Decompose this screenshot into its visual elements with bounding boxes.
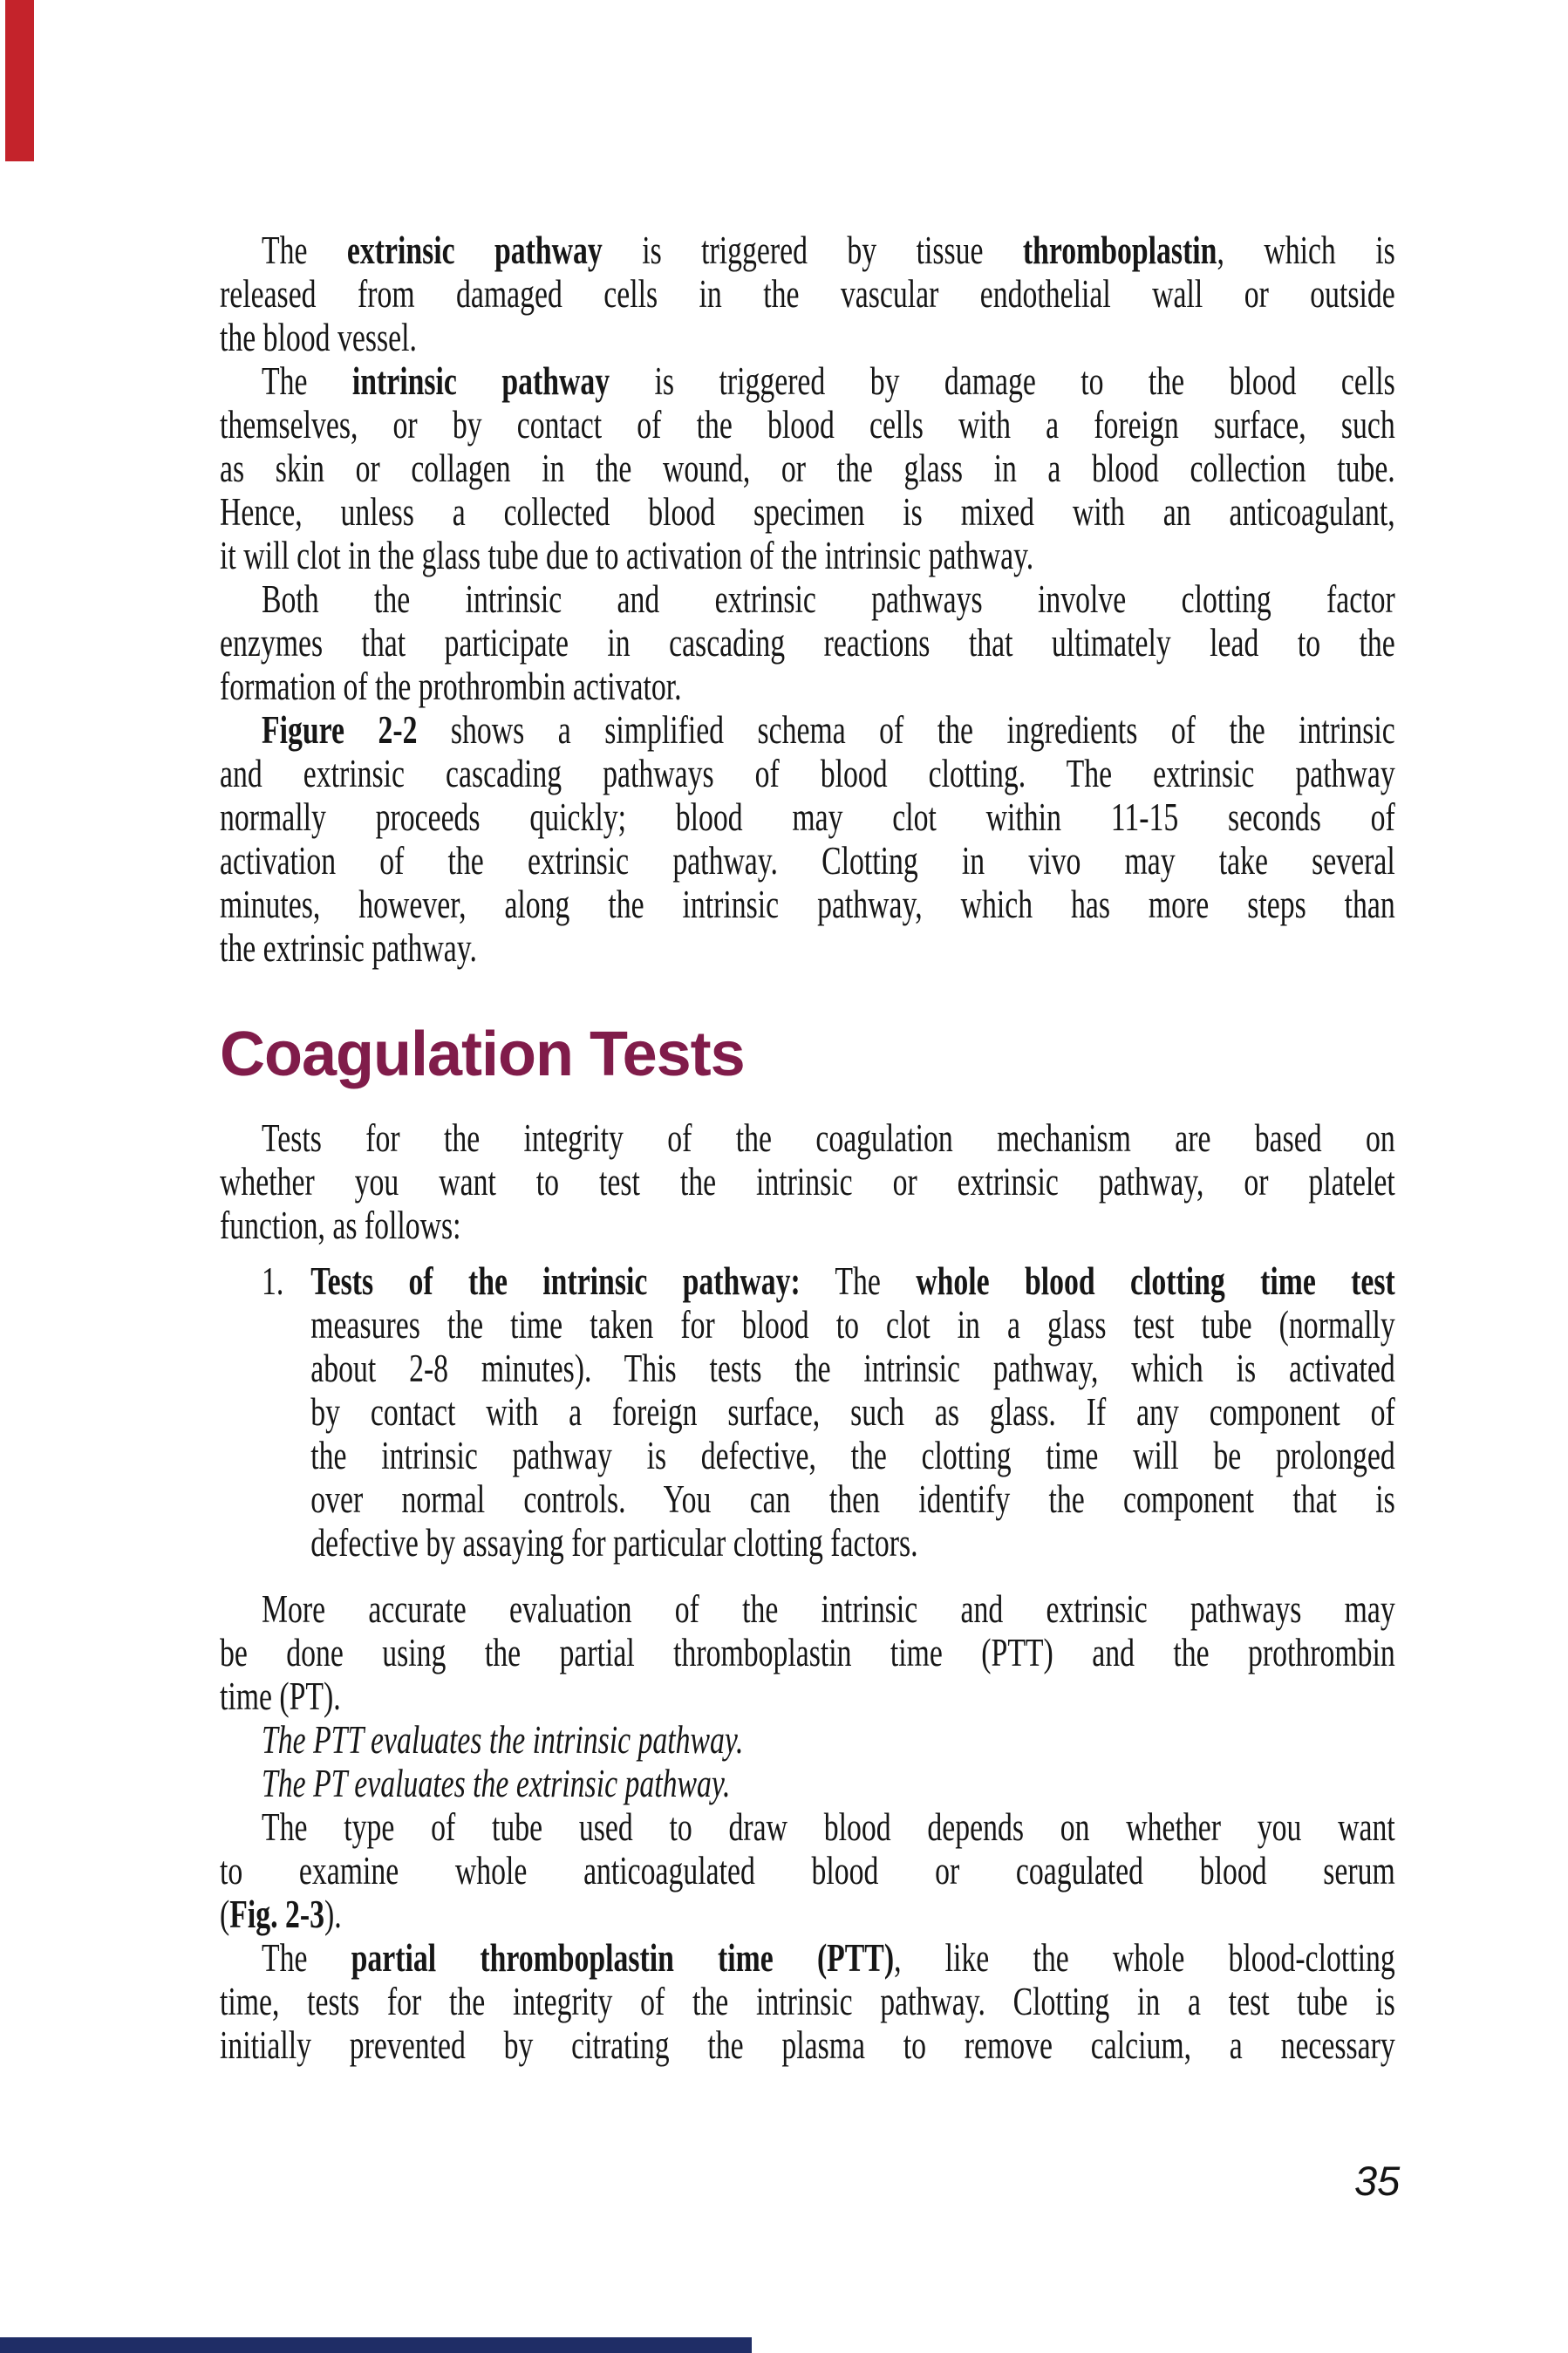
text-segment: initially prevented by citrating the plasma to remove calcium, a necessary — [220, 2023, 1395, 2067]
text-segment: function, as follows: — [220, 1204, 461, 1247]
text-line — [220, 1849, 1395, 1893]
text-segment: intrinsic pathway — [351, 359, 610, 403]
text-segment: The PT evaluates the extrinsic pathway. — [262, 1762, 731, 1805]
list-number: 1. — [262, 1259, 284, 1303]
text-segment: released from damaged cells in the vascular endothelial wall or outside — [220, 272, 1395, 316]
text-line — [220, 534, 1395, 577]
text-line — [220, 316, 1395, 359]
text-column — [220, 228, 1395, 2067]
text-line — [220, 228, 1395, 272]
text-segment: activation of the extrinsic pathway. Clotting in vivo may take several — [220, 839, 1395, 883]
text-line — [220, 1204, 1395, 1247]
text-segment: to examine whole anticoagulated blood or coagulated blood serum — [220, 1849, 1395, 1893]
text-segment: partial thromboplastin time (PTT) — [351, 1936, 895, 1980]
text-line — [310, 1347, 1395, 1390]
paragraph — [220, 1718, 1395, 1762]
text-segment: Hence, unless a collected blood specimen is mixed with an anticoagulant, — [220, 490, 1395, 534]
text-line — [310, 1477, 1395, 1521]
text-segment: The PTT evaluates the intrinsic pathway. — [262, 1718, 744, 1762]
text-line — [220, 1116, 1395, 1160]
text-segment: it will clot in the glass tube due to activation of the intrinsic pathway. — [220, 534, 1034, 577]
text-segment: minutes, however, along the intrinsic pathway, which has more steps than — [220, 883, 1395, 926]
text-segment: , like the whole blood-clotting — [894, 1936, 1395, 1980]
text-line — [310, 1390, 1395, 1434]
section-heading-text: Coagulation Tests — [220, 1020, 745, 1089]
text-line — [220, 708, 1395, 752]
text-segment: ( — [220, 1893, 230, 1936]
text-line — [220, 839, 1395, 883]
text-segment: The — [800, 1259, 917, 1303]
text-line — [220, 403, 1395, 447]
red-accent-bar — [5, 0, 34, 161]
text-line — [220, 1160, 1395, 1204]
paragraph — [220, 228, 1395, 359]
text-segment: the extrinsic pathway. — [220, 926, 477, 970]
text-segment: The type of tube used to draw blood depends on whether you want — [262, 1805, 1395, 1849]
paragraph — [220, 359, 1395, 577]
text-line — [220, 1631, 1395, 1674]
text-segment: the intrinsic pathway is defective, the clotting time will be prolonged — [310, 1434, 1395, 1477]
text-line — [220, 1805, 1395, 1849]
text-line — [220, 1674, 1395, 1718]
text-segment: is triggered by damage to the blood cells — [610, 359, 1395, 403]
paragraph — [220, 1762, 1395, 1805]
paragraph — [220, 1936, 1395, 2067]
text-line — [220, 1718, 1395, 1762]
text-segment: The — [262, 228, 347, 272]
text-segment: the blood vessel. — [220, 316, 417, 359]
text-segment: The — [262, 359, 352, 403]
text-segment: ). — [324, 1893, 342, 1936]
text-line — [220, 926, 1395, 970]
text-segment: shows a simplified schema of the ingredients of the intrinsic — [417, 708, 1395, 752]
text-segment: whole blood clotting time test — [916, 1259, 1395, 1303]
text-line — [220, 795, 1395, 839]
text-segment: is triggered by tissue — [602, 228, 1023, 272]
blue-accent-bar — [0, 2337, 752, 2353]
text-line — [220, 621, 1395, 665]
text-line — [220, 490, 1395, 534]
text-segment: The — [262, 1936, 351, 1980]
text-segment: Tests of the intrinsic pathway: — [310, 1259, 801, 1303]
section-heading — [220, 1020, 1395, 1088]
text-segment: over normal controls. You can then identify the component that is — [310, 1477, 1395, 1521]
text-line — [220, 883, 1395, 926]
text-segment: time, tests for the integrity of the intrinsic pathway. Clotting in a test tube is — [220, 1980, 1395, 2023]
text-segment: whether you want to test the intrinsic or extrinsic pathway, or platelet — [220, 1160, 1395, 1204]
text-segment: thromboplastin — [1022, 228, 1217, 272]
text-segment: time (PT). — [220, 1674, 341, 1718]
text-segment: enzymes that participate in cascading reactions that ultimately lead to the — [220, 621, 1395, 665]
text-line — [220, 1936, 1395, 1980]
text-segment: , which is — [1217, 228, 1395, 272]
text-segment: measures the time taken for blood to clot in a glass test tube (normally — [310, 1303, 1395, 1347]
text-segment: Fig. 2-3 — [229, 1893, 324, 1936]
text-line — [310, 1521, 1395, 1565]
text-segment: be done using the partial thromboplastin time (PTT) and the prothrombin — [220, 1631, 1395, 1674]
text-segment: and extrinsic cascading pathways of blood clotting. The extrinsic pathway — [220, 752, 1395, 795]
paragraph — [220, 577, 1395, 708]
text-line — [310, 1434, 1395, 1477]
text-segment: Figure 2-2 — [262, 708, 418, 752]
text-line — [220, 577, 1395, 621]
text-segment: as skin or collagen in the wound, or the glass in a blood collection tube. — [220, 447, 1395, 490]
paragraph — [220, 1587, 1395, 1718]
text-segment: by contact with a foreign surface, such as glass. If any component of — [310, 1390, 1395, 1434]
paragraph — [220, 1805, 1395, 1936]
page-number: 35 — [1354, 2158, 1401, 2204]
text-line — [310, 1303, 1395, 1347]
text-segment: themselves, or by contact of the blood cells with a foreign surface, such — [220, 403, 1395, 447]
text-line — [220, 359, 1395, 403]
text-segment: defective by assaying for particular clotting factors. — [310, 1521, 918, 1565]
text-line — [220, 272, 1395, 316]
text-segment: More accurate evaluation of the intrinsic and extrinsic pathways may — [262, 1587, 1395, 1631]
paragraph — [220, 1116, 1395, 1247]
text-line — [220, 1893, 1395, 1936]
text-segment: Tests for the integrity of the coagulation mechanism are based on — [262, 1116, 1395, 1160]
text-line — [220, 1762, 1395, 1805]
text-segment: extrinsic pathway — [346, 228, 603, 272]
text-segment: Both the intrinsic and extrinsic pathways involve clotting factor — [262, 577, 1395, 621]
text-line — [220, 665, 1395, 708]
text-line — [310, 1259, 1395, 1303]
text-segment: formation of the prothrombin activator. — [220, 665, 682, 708]
text-line — [220, 447, 1395, 490]
text-line — [220, 752, 1395, 795]
text-segment: about 2-8 minutes). This tests the intrinsic pathway, which is activated — [310, 1347, 1395, 1390]
text-line — [220, 1587, 1395, 1631]
text-line — [220, 1980, 1395, 2023]
text-line — [220, 2023, 1395, 2067]
list-item — [220, 1259, 1395, 1565]
text-segment: normally proceeds quickly; blood may clot within 11-15 seconds of — [220, 795, 1395, 839]
paragraph — [220, 708, 1395, 970]
